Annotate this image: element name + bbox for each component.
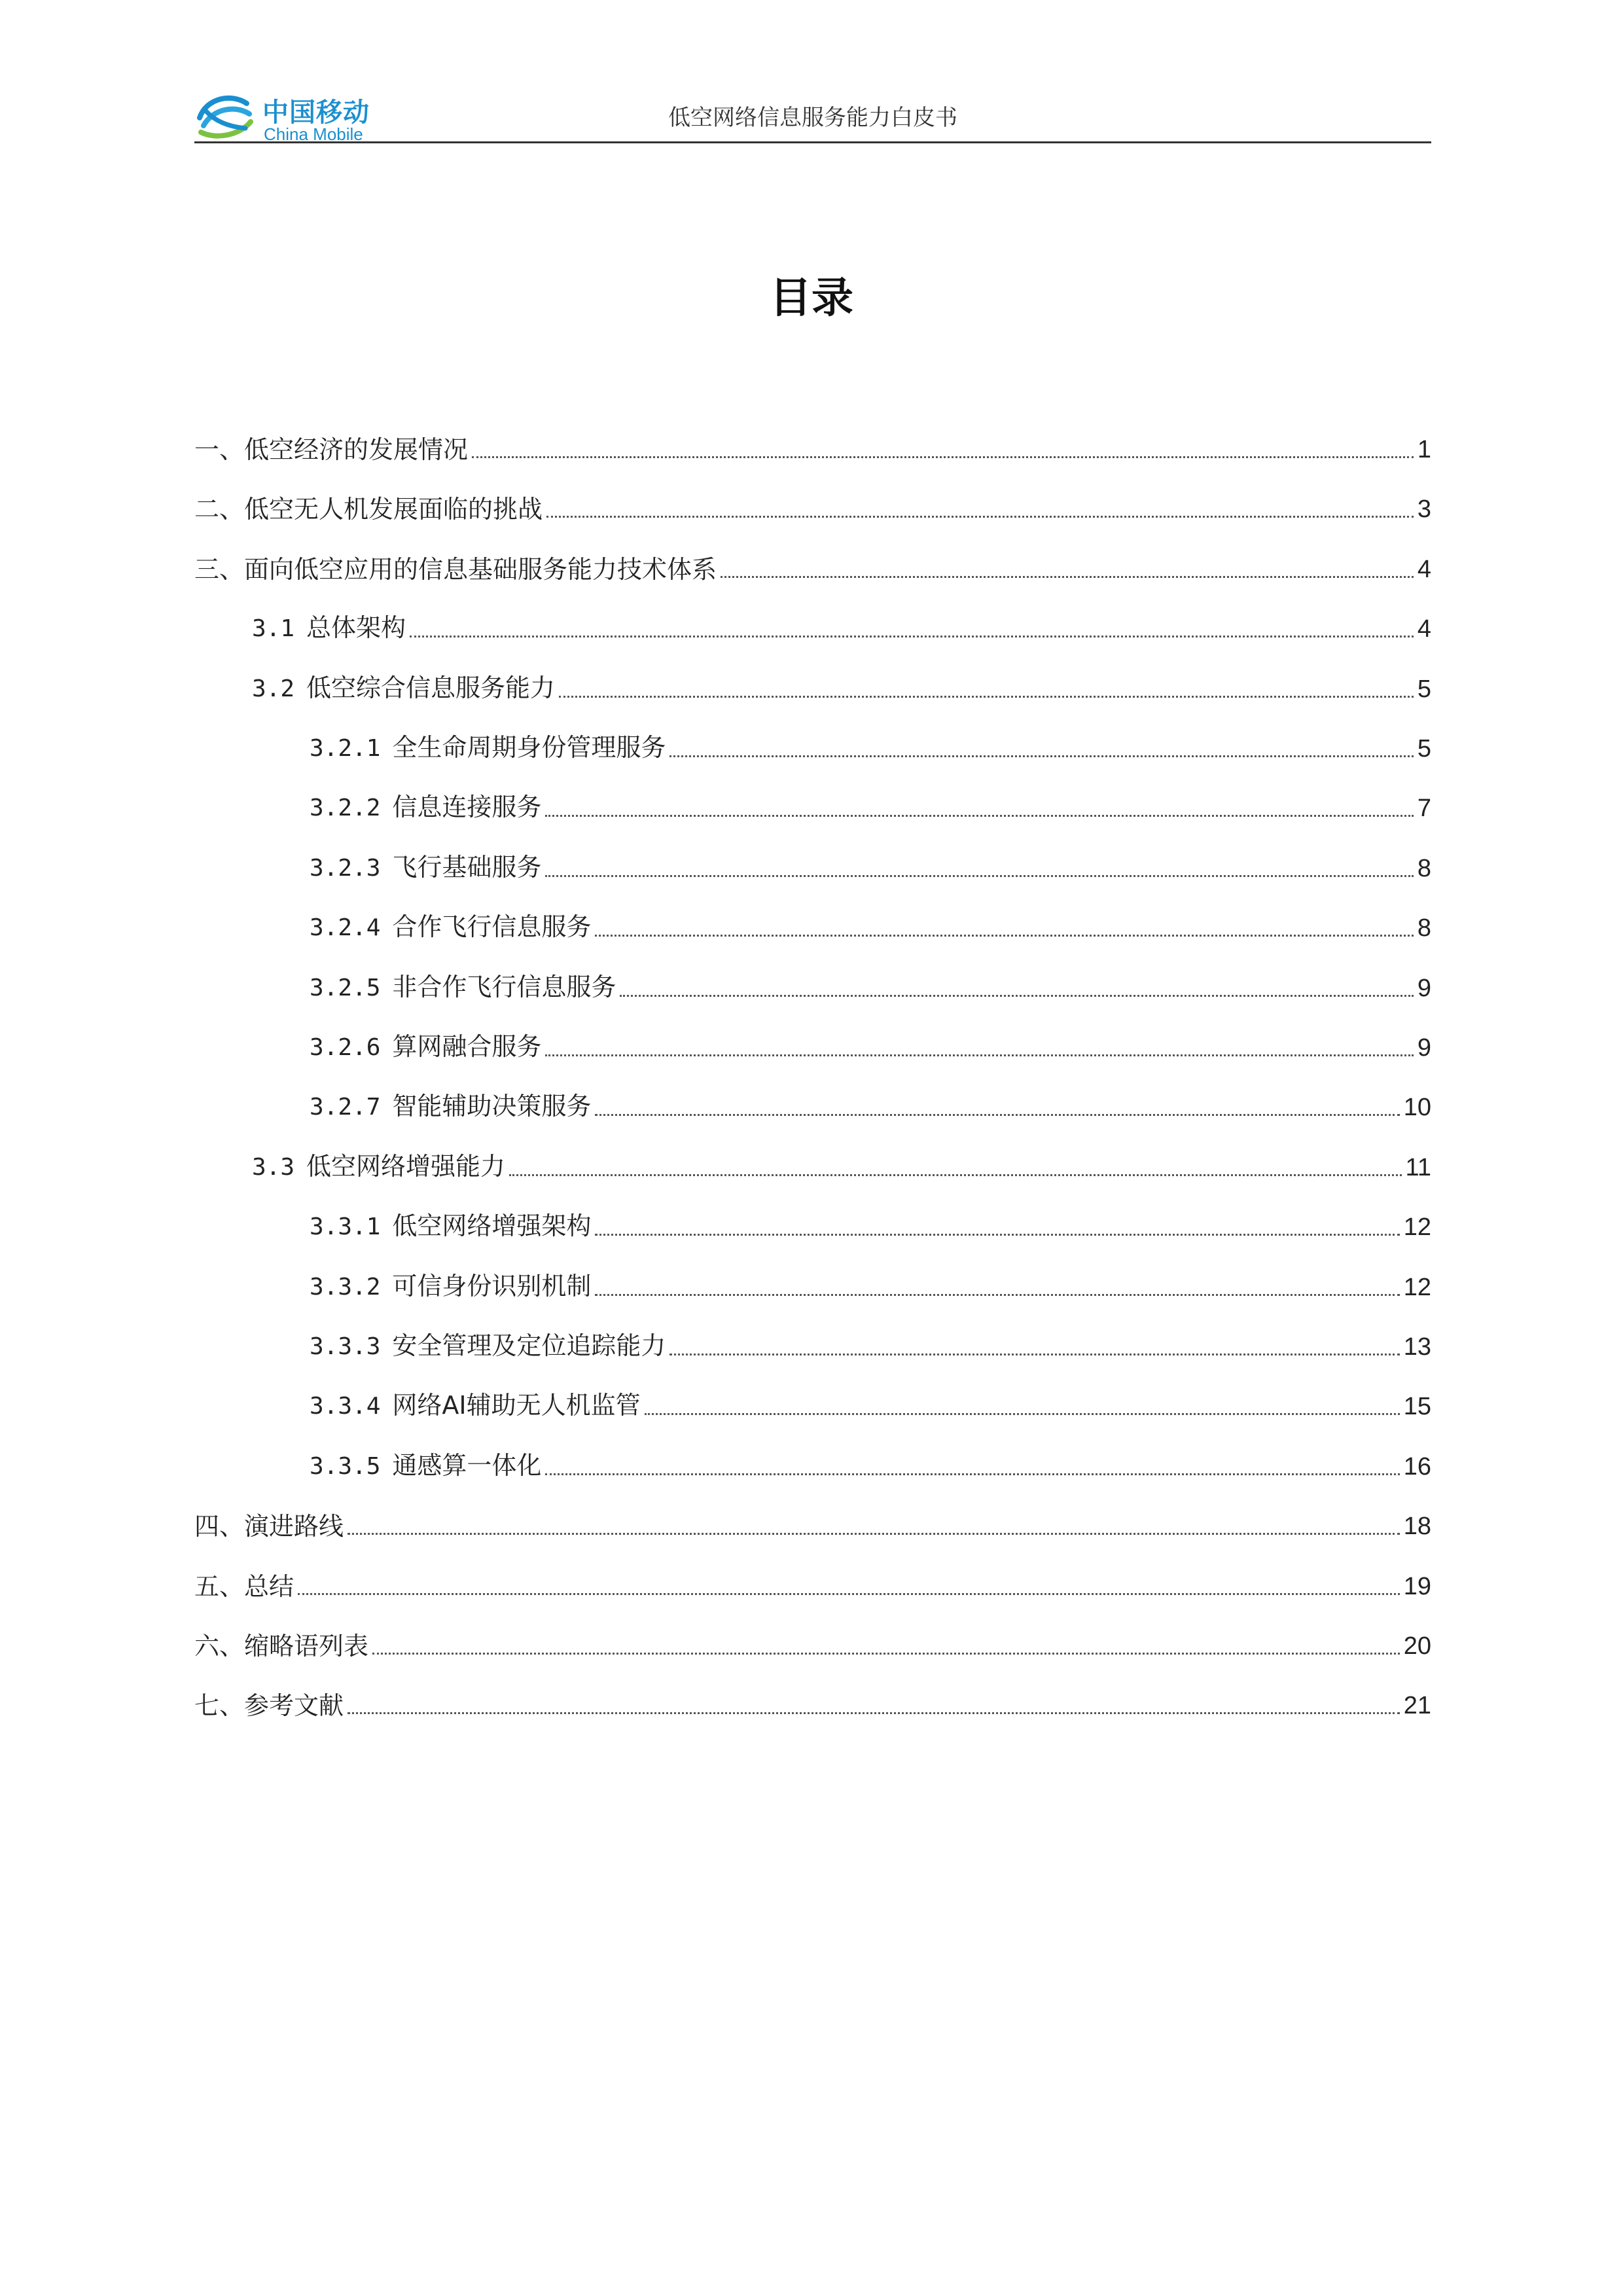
- toc-page-number: 4: [1417, 555, 1431, 583]
- toc-entry-text: 低空网络增强能力: [306, 1151, 506, 1181]
- toc-entry-number: 3.3.2: [310, 1273, 381, 1300]
- toc-entry-text: 算网融合服务: [392, 1032, 542, 1061]
- toc-dot-leader: [620, 995, 1413, 997]
- toc-entry-text: 五、总结: [194, 1571, 294, 1601]
- toc-dot-leader: [595, 1234, 1399, 1236]
- toc-dot-leader: [372, 1653, 1400, 1655]
- toc-entry[interactable]: [310, 844, 1431, 884]
- toc-entry-number: 3.3: [252, 1153, 295, 1181]
- toc-entry-label: [252, 613, 406, 644]
- toc-entry[interactable]: [310, 1203, 1431, 1242]
- toc-page-number: 13: [1403, 1333, 1431, 1361]
- toc-page-number: 5: [1417, 675, 1431, 703]
- toc-page-number: 10: [1403, 1094, 1431, 1122]
- toc-entry-label: [194, 554, 717, 584]
- toc-entry-number: 3.2.5: [310, 974, 381, 1001]
- toc-dot-leader: [669, 1354, 1399, 1355]
- toc-page-number: 12: [1403, 1273, 1431, 1301]
- toc-entry-label: [310, 1390, 641, 1422]
- toc-dot-leader: [298, 1593, 1400, 1595]
- toc-entry-label: [194, 494, 543, 524]
- toc-entry-label: [310, 1271, 591, 1302]
- toc-entry-label: [310, 1450, 541, 1482]
- toc-entry[interactable]: [252, 665, 1431, 704]
- toc-dot-leader: [669, 755, 1413, 757]
- toc-entry-text: 四、演进路线: [194, 1512, 344, 1541]
- toc-dot-leader: [545, 1054, 1413, 1056]
- toc-entry[interactable]: [194, 485, 1431, 524]
- toc-dot-leader: [559, 696, 1414, 698]
- toc-page-number: 8: [1417, 854, 1431, 882]
- toc-dot-leader: [721, 576, 1414, 578]
- toc-entry-text: 信息连接服务: [392, 793, 542, 822]
- toc-entry[interactable]: [194, 1681, 1431, 1721]
- toc-dot-leader: [595, 1114, 1399, 1116]
- toc-entry-text: 低空网络增强架构: [392, 1211, 592, 1241]
- toc-entry-number: 3.2.7: [310, 1094, 381, 1121]
- toc-dot-leader: [410, 636, 1414, 637]
- toc-entry-label: [194, 1691, 344, 1721]
- toc-entry-label: [310, 732, 666, 764]
- toc-dot-leader: [348, 1712, 1400, 1714]
- toc-entry-label: [310, 852, 541, 884]
- toc-entry-text: 通感算一体化: [392, 1450, 542, 1480]
- toc-entry-number: 3.2.3: [310, 854, 381, 882]
- toc-entry[interactable]: [194, 545, 1431, 584]
- toc-entry-label: [310, 1331, 666, 1362]
- toc-entry-text: 安全管理及定位追踪能力: [392, 1331, 666, 1360]
- toc-entry[interactable]: [310, 725, 1431, 764]
- toc-entry[interactable]: [310, 1263, 1431, 1302]
- toc-page-number: 11: [1405, 1153, 1431, 1181]
- toc-entry[interactable]: [194, 1502, 1431, 1541]
- toc-entry-label: [310, 1091, 591, 1122]
- toc-entry-text: 全生命周期身份管理服务: [392, 733, 666, 762]
- toc-entry-label: [194, 435, 468, 465]
- toc-heading: 目录: [770, 274, 853, 323]
- toc-entry[interactable]: [310, 1024, 1431, 1063]
- toc-entry-number: 3.2.4: [310, 914, 381, 942]
- toc-entry[interactable]: [310, 1443, 1431, 1482]
- toc-entry-label: [310, 792, 541, 823]
- toc-page-number: 19: [1403, 1572, 1431, 1600]
- toc-page-number: 9: [1417, 1034, 1431, 1062]
- toc-entry-label: [252, 1151, 505, 1183]
- toc-dot-leader: [595, 935, 1413, 937]
- toc-entry[interactable]: [252, 605, 1431, 644]
- toc-dot-leader: [472, 456, 1414, 458]
- toc-entry-label: [194, 1631, 368, 1661]
- toc-entry-number: 3.1: [252, 615, 295, 643]
- toc-entry-text: 总体架构: [306, 613, 406, 643]
- toc-entry[interactable]: [310, 1323, 1431, 1362]
- toc-entry-text: 二、低空无人机发展面临的挑战: [194, 495, 543, 524]
- toc-entry-text: 飞行基础服务: [392, 852, 542, 882]
- toc-entry-number: 3.3.5: [310, 1452, 381, 1480]
- header-divider: [194, 141, 1431, 143]
- toc-entry-label: [310, 912, 591, 943]
- toc-entry-label: [194, 1571, 294, 1602]
- toc-entry[interactable]: [310, 1382, 1431, 1422]
- toc-page-number: 18: [1403, 1513, 1431, 1541]
- toc-entry-text: 合作飞行信息服务: [392, 912, 592, 942]
- toc-entry-number: 3.2: [252, 675, 295, 702]
- toc-page-number: 4: [1417, 615, 1431, 643]
- toc-dot-leader: [545, 815, 1413, 817]
- toc-entry-text: 非合作飞行信息服务: [392, 972, 616, 1001]
- toc-entry-number: 3.3.1: [310, 1213, 381, 1241]
- toc-entry-text: 三、面向低空应用的信息基础服务能力技术体系: [194, 554, 717, 584]
- toc-entry-text: 低空综合信息服务能力: [306, 673, 556, 702]
- toc-entry[interactable]: [310, 904, 1431, 943]
- toc-entry-label: [310, 1211, 591, 1242]
- toc-page-number: 15: [1403, 1393, 1431, 1421]
- toc-page-number: 12: [1403, 1213, 1431, 1242]
- toc-entry-text: 智能辅助决策服务: [392, 1092, 592, 1121]
- page-header: [194, 77, 1431, 143]
- toc-page-number: 16: [1403, 1452, 1431, 1480]
- toc-entry-number: 3.2.6: [310, 1034, 381, 1061]
- toc-dot-leader: [545, 875, 1413, 877]
- toc-entry-number: 3.3.4: [310, 1393, 381, 1420]
- toc-entry-number: 3.3.3: [310, 1333, 381, 1360]
- toc-entry[interactable]: [310, 784, 1431, 823]
- toc-entry[interactable]: [310, 1083, 1431, 1122]
- toc-entry-label: [194, 1511, 344, 1541]
- toc-entry-text: 可信身份识别机制: [392, 1271, 592, 1300]
- toc-page-number: 1: [1417, 436, 1431, 463]
- toc-page-number: 21: [1403, 1692, 1431, 1720]
- toc-entry-text: 网络AI辅助无人机监管: [392, 1391, 641, 1420]
- toc-dot-leader: [545, 1473, 1399, 1475]
- toc-page-number: 5: [1417, 735, 1431, 762]
- toc-entry[interactable]: [252, 1143, 1431, 1183]
- toc-dot-leader: [645, 1413, 1400, 1415]
- toc-dot-leader: [348, 1533, 1400, 1535]
- toc-page-number: 3: [1417, 495, 1431, 524]
- toc-page-number: 20: [1403, 1632, 1431, 1660]
- toc-entry[interactable]: [194, 425, 1431, 465]
- toc-entry-label: [252, 673, 555, 704]
- toc-entry-label: [310, 972, 616, 1003]
- toc-dot-leader: [509, 1174, 1402, 1176]
- toc-entry-text: 六、缩略语列表: [194, 1632, 369, 1660]
- toc-entry-text: 七、参考文献: [194, 1691, 344, 1721]
- logo-english-text: China Mobile: [264, 124, 363, 144]
- toc-entry-label: [310, 1031, 541, 1063]
- toc-entry[interactable]: [194, 1562, 1431, 1602]
- toc-entry-text: 一、低空经济的发展情况: [194, 435, 469, 464]
- toc-entry[interactable]: [310, 964, 1431, 1003]
- logo-chinese-text: 中国移动: [262, 98, 370, 128]
- toc-page-number: 9: [1417, 974, 1431, 1002]
- document-title: 低空网络信息服务能力白皮书: [668, 105, 957, 131]
- toc-entry-number: 3.2.2: [310, 795, 381, 822]
- toc-entry[interactable]: [194, 1622, 1431, 1661]
- toc-entry-number: 3.2.1: [310, 735, 381, 762]
- toc-page-number: 7: [1417, 795, 1431, 823]
- toc-dot-leader: [595, 1294, 1399, 1296]
- toc-page-number: 8: [1417, 914, 1431, 942]
- toc-dot-leader: [546, 516, 1414, 518]
